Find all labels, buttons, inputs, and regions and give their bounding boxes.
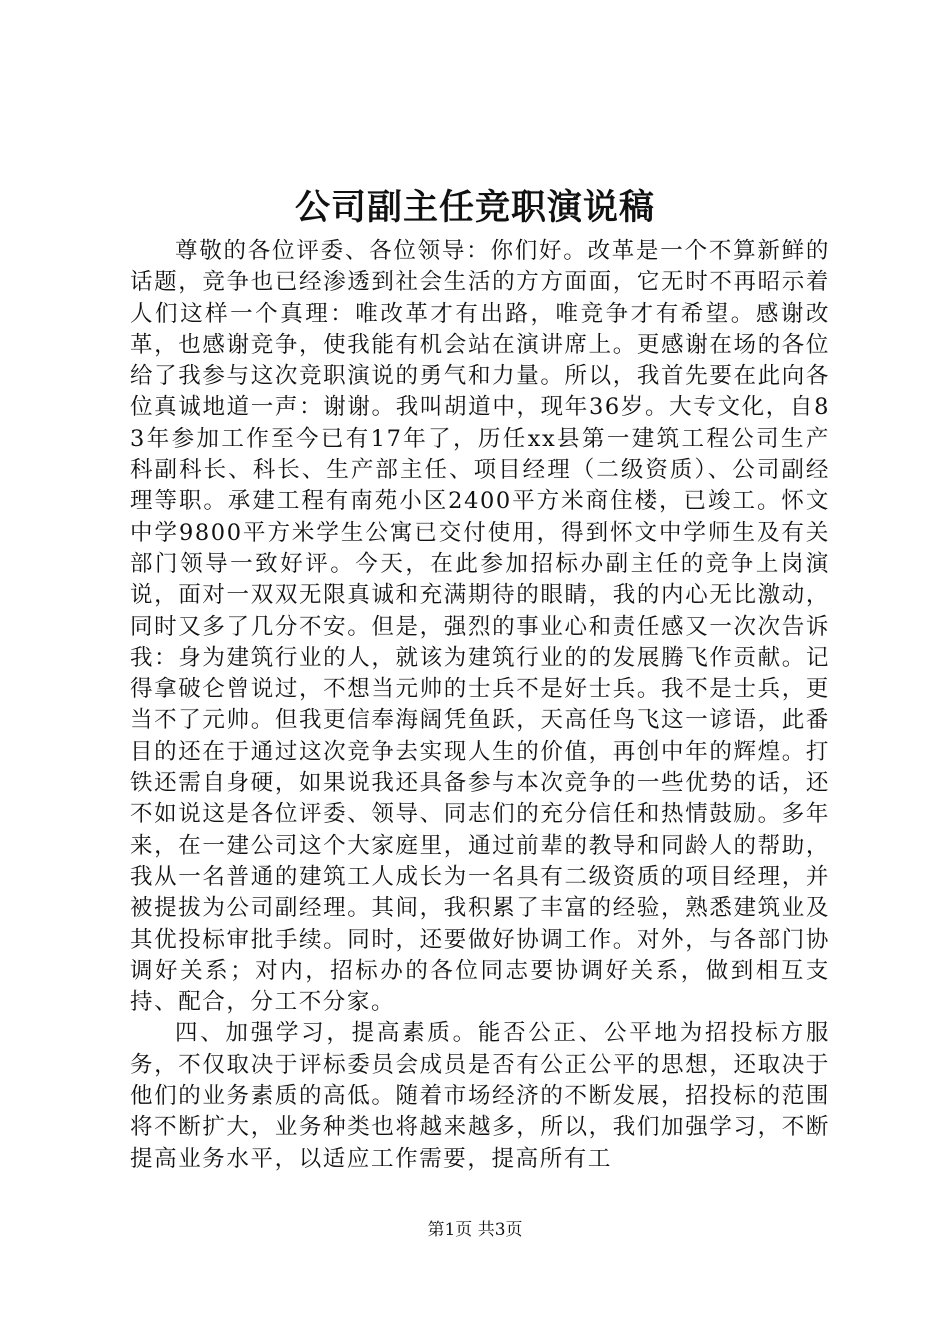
document-body xyxy=(130,236,830,1175)
page-footer: 第1页 共3页 xyxy=(427,1220,523,1240)
document-title: 公司副主任竞职演说稿 xyxy=(294,187,655,228)
paragraph: 尊敬的各位评委、各位领导：你们好。改革是一个不算新鲜的话题，竞争也已经渗透到社会生活的方方面面，它无时不再昭示着人们这样一个真理：唯改革才有出路，唯竞争才有希望。感谢改革，也感谢竞争，使我能有机会站在演讲席上。更感谢在场的各位给了我参与这次竞职演说的勇气和力量。所以，我首先要在此向各位真诚地道一声：谢谢。我叫胡道中，现年36岁。大专文化，自83年参加工作至今已有17年了，历任xx县第一建筑工程公司生产科副科长、科长、生产部主任、项目经理（二级资质）、公司副经理等职。承建工程有南苑小区2400平方米商住楼，已竣工。怀文中学9800平方米学生公寓已交付使用，得到怀文中学师生及有关部门领导一致好评。今天，在此参加招标办副主任的竞争上岗演说，面对一双双无限真诚和充满期待的眼睛，我的内心无比激动，同时又多了几分不安。但是，强烈的事业心和责任感又一次次告诉我：身为建筑行业的人，就该为建筑行业的的发展腾飞作贡献。记得拿破仑曾说过，不想当元帅的士兵不是好士兵。我不是士兵，更当不了元帅。但我更信奉海阔凭鱼跃，天高任鸟飞这一谚语，此番目的还在于通过这次竞争去实现人生的价值，再创中年的辉煌。打铁还需自身硬，如果说我还具备参与本次竞争的一些优势的话，还不如说这是各位评委、领导、同志们的充分信任和热情鼓励。多年来，在一建公司这个大家庭里，通过前辈的教导和同龄人的帮助，我从一名普通的建筑工人成长为一名具有二级资质的项目经理，并被提拔为公司副经理。其间，我积累了丰富的经验，熟悉建筑业及其优投标审批手续。同时，还要做好协调工作。对外，与各部门协调好关系；对内，招标办的各位同志要协调好关系，做到相互支持、配合，分工不分家。 xyxy=(130,238,830,1016)
paragraph: 四、加强学习，提高素质。能否公正、公平地为招投标方服务，不仅取决于评标委员会成员是否有公正公平的思想，还取决于他们的业务素质的高低。随着市场经济的不断发展，招投标的范围将不断扩大，业务种类也将越来越多，所以，我们加强学习，不断提高业务水平，以适应工作需要，提高所有工 xyxy=(130,1020,830,1172)
